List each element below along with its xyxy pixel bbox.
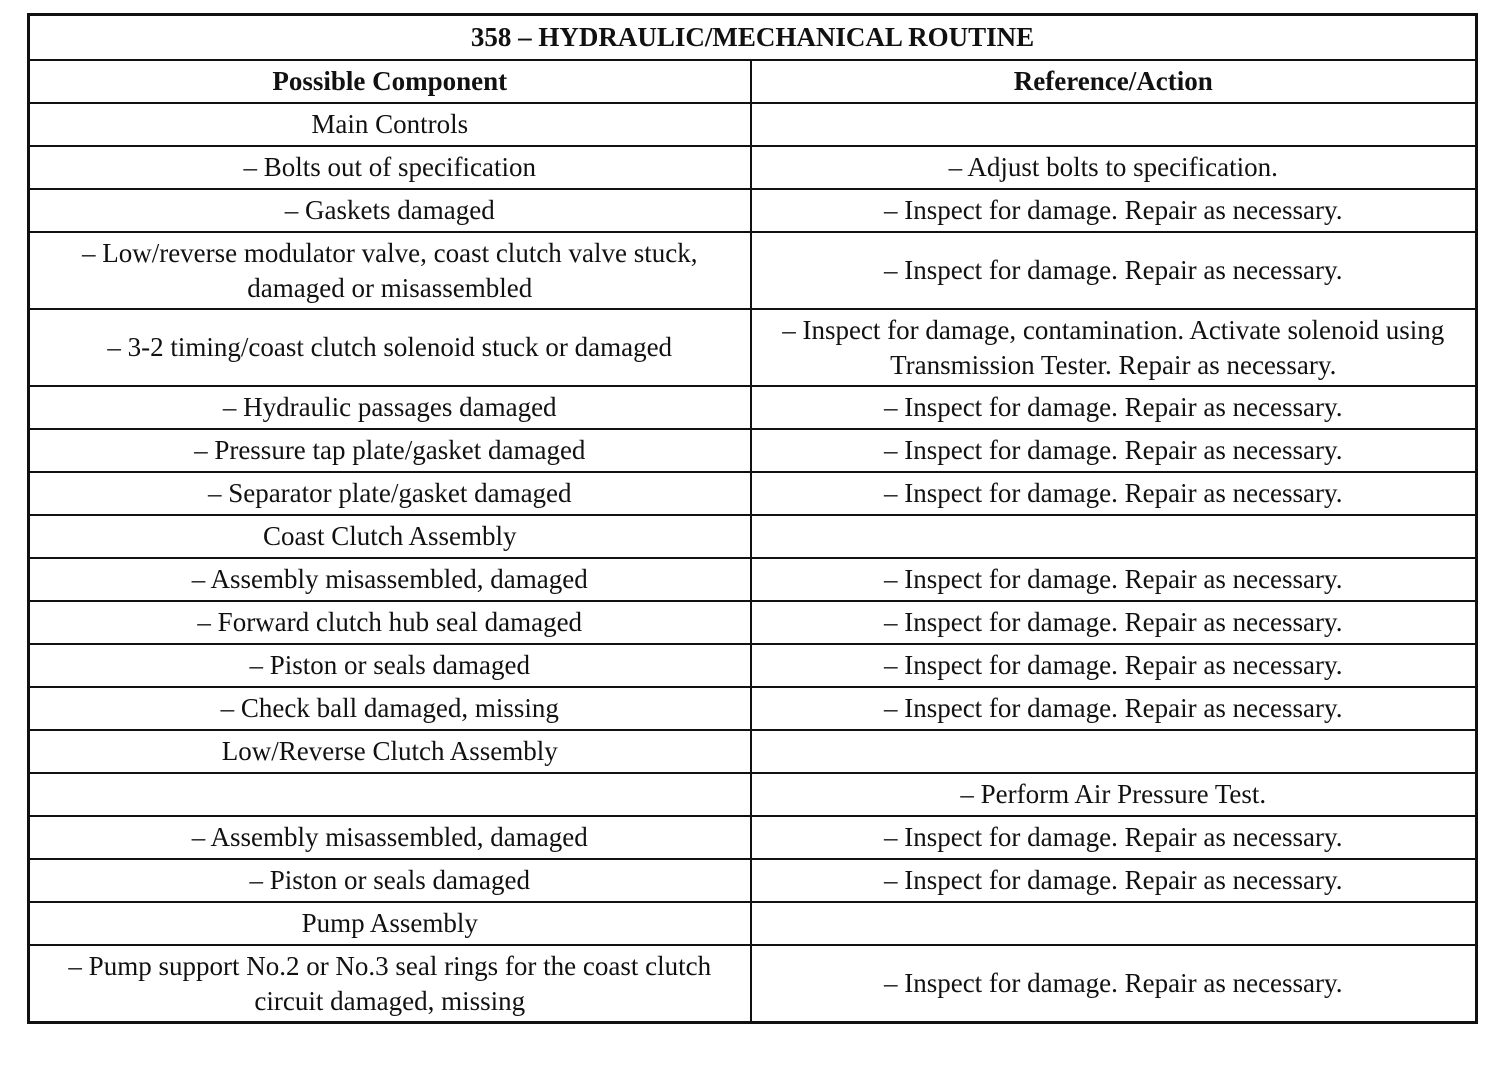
- table-row: [29, 515, 1477, 558]
- action-cell: – Inspect for damage. Repair as necessary.: [751, 859, 1477, 902]
- routine-table: [27, 13, 1478, 1024]
- component-cell: – Assembly misassembled, damaged: [29, 558, 751, 601]
- table-row: [29, 601, 1477, 644]
- component-cell: – Forward clutch hub seal damaged: [29, 601, 751, 644]
- component-cell: – Piston or seals damaged: [29, 644, 751, 687]
- component-cell: – 3-2 timing/coast clutch solenoid stuck or damaged: [29, 309, 751, 386]
- action-cell: [751, 730, 1477, 773]
- table-row: [29, 309, 1477, 386]
- component-cell: – Piston or seals damaged: [29, 859, 751, 902]
- action-cell: [751, 103, 1477, 146]
- table-row: [29, 644, 1477, 687]
- action-cell: – Inspect for damage. Repair as necessary.: [751, 429, 1477, 472]
- table-title: 358 – HYDRAULIC/MECHANICAL ROUTINE: [29, 15, 1477, 61]
- table-row: [29, 103, 1477, 146]
- action-cell: – Inspect for damage, contamination. Activate solenoid using Transmission Tester. Repair as necessary.: [751, 309, 1477, 386]
- action-cell: – Inspect for damage. Repair as necessary.: [751, 687, 1477, 730]
- component-cell: Coast Clutch Assembly: [29, 515, 751, 558]
- action-cell: – Inspect for damage. Repair as necessary.: [751, 558, 1477, 601]
- component-cell: [29, 773, 751, 816]
- action-cell: – Inspect for damage. Repair as necessary.: [751, 945, 1477, 1023]
- component-cell: – Pump support No.2 or No.3 seal rings for the coast clutch circuit damaged, missing: [29, 945, 751, 1023]
- action-cell: – Inspect for damage. Repair as necessary.: [751, 232, 1477, 309]
- action-cell: – Inspect for damage. Repair as necessary.: [751, 386, 1477, 429]
- table-row: [29, 687, 1477, 730]
- component-cell: – Gaskets damaged: [29, 189, 751, 232]
- action-cell: – Adjust bolts to specification.: [751, 146, 1477, 189]
- title-row: [29, 15, 1477, 61]
- header-possible-component: Possible Component: [29, 60, 751, 103]
- component-cell: – Assembly misassembled, damaged: [29, 816, 751, 859]
- table-row: [29, 730, 1477, 773]
- component-cell: – Pressure tap plate/gasket damaged: [29, 429, 751, 472]
- table-row: [29, 859, 1477, 902]
- header-row: [29, 60, 1477, 103]
- action-cell: – Inspect for damage. Repair as necessary.: [751, 472, 1477, 515]
- action-cell: [751, 902, 1477, 945]
- table-row: [29, 429, 1477, 472]
- table-row: [29, 146, 1477, 189]
- action-cell: – Perform Air Pressure Test.: [751, 773, 1477, 816]
- component-cell: – Bolts out of specification: [29, 146, 751, 189]
- table-row: [29, 902, 1477, 945]
- component-cell: Low/Reverse Clutch Assembly: [29, 730, 751, 773]
- table-row: [29, 945, 1477, 1023]
- table-row: [29, 472, 1477, 515]
- action-cell: – Inspect for damage. Repair as necessary.: [751, 601, 1477, 644]
- component-cell: – Check ball damaged, missing: [29, 687, 751, 730]
- header-reference-action: Reference/Action: [751, 60, 1477, 103]
- table-row: [29, 386, 1477, 429]
- action-cell: [751, 515, 1477, 558]
- table-row: [29, 558, 1477, 601]
- table-row: [29, 773, 1477, 816]
- component-cell: – Separator plate/gasket damaged: [29, 472, 751, 515]
- component-cell: – Low/reverse modulator valve, coast clutch valve stuck, damaged or misassembled: [29, 232, 751, 309]
- component-cell: Pump Assembly: [29, 902, 751, 945]
- table-row: [29, 189, 1477, 232]
- action-cell: – Inspect for damage. Repair as necessary.: [751, 644, 1477, 687]
- component-cell: – Hydraulic passages damaged: [29, 386, 751, 429]
- table-row: [29, 232, 1477, 309]
- component-cell: Main Controls: [29, 103, 751, 146]
- action-cell: – Inspect for damage. Repair as necessary.: [751, 189, 1477, 232]
- table-row: [29, 816, 1477, 859]
- action-cell: – Inspect for damage. Repair as necessary.: [751, 816, 1477, 859]
